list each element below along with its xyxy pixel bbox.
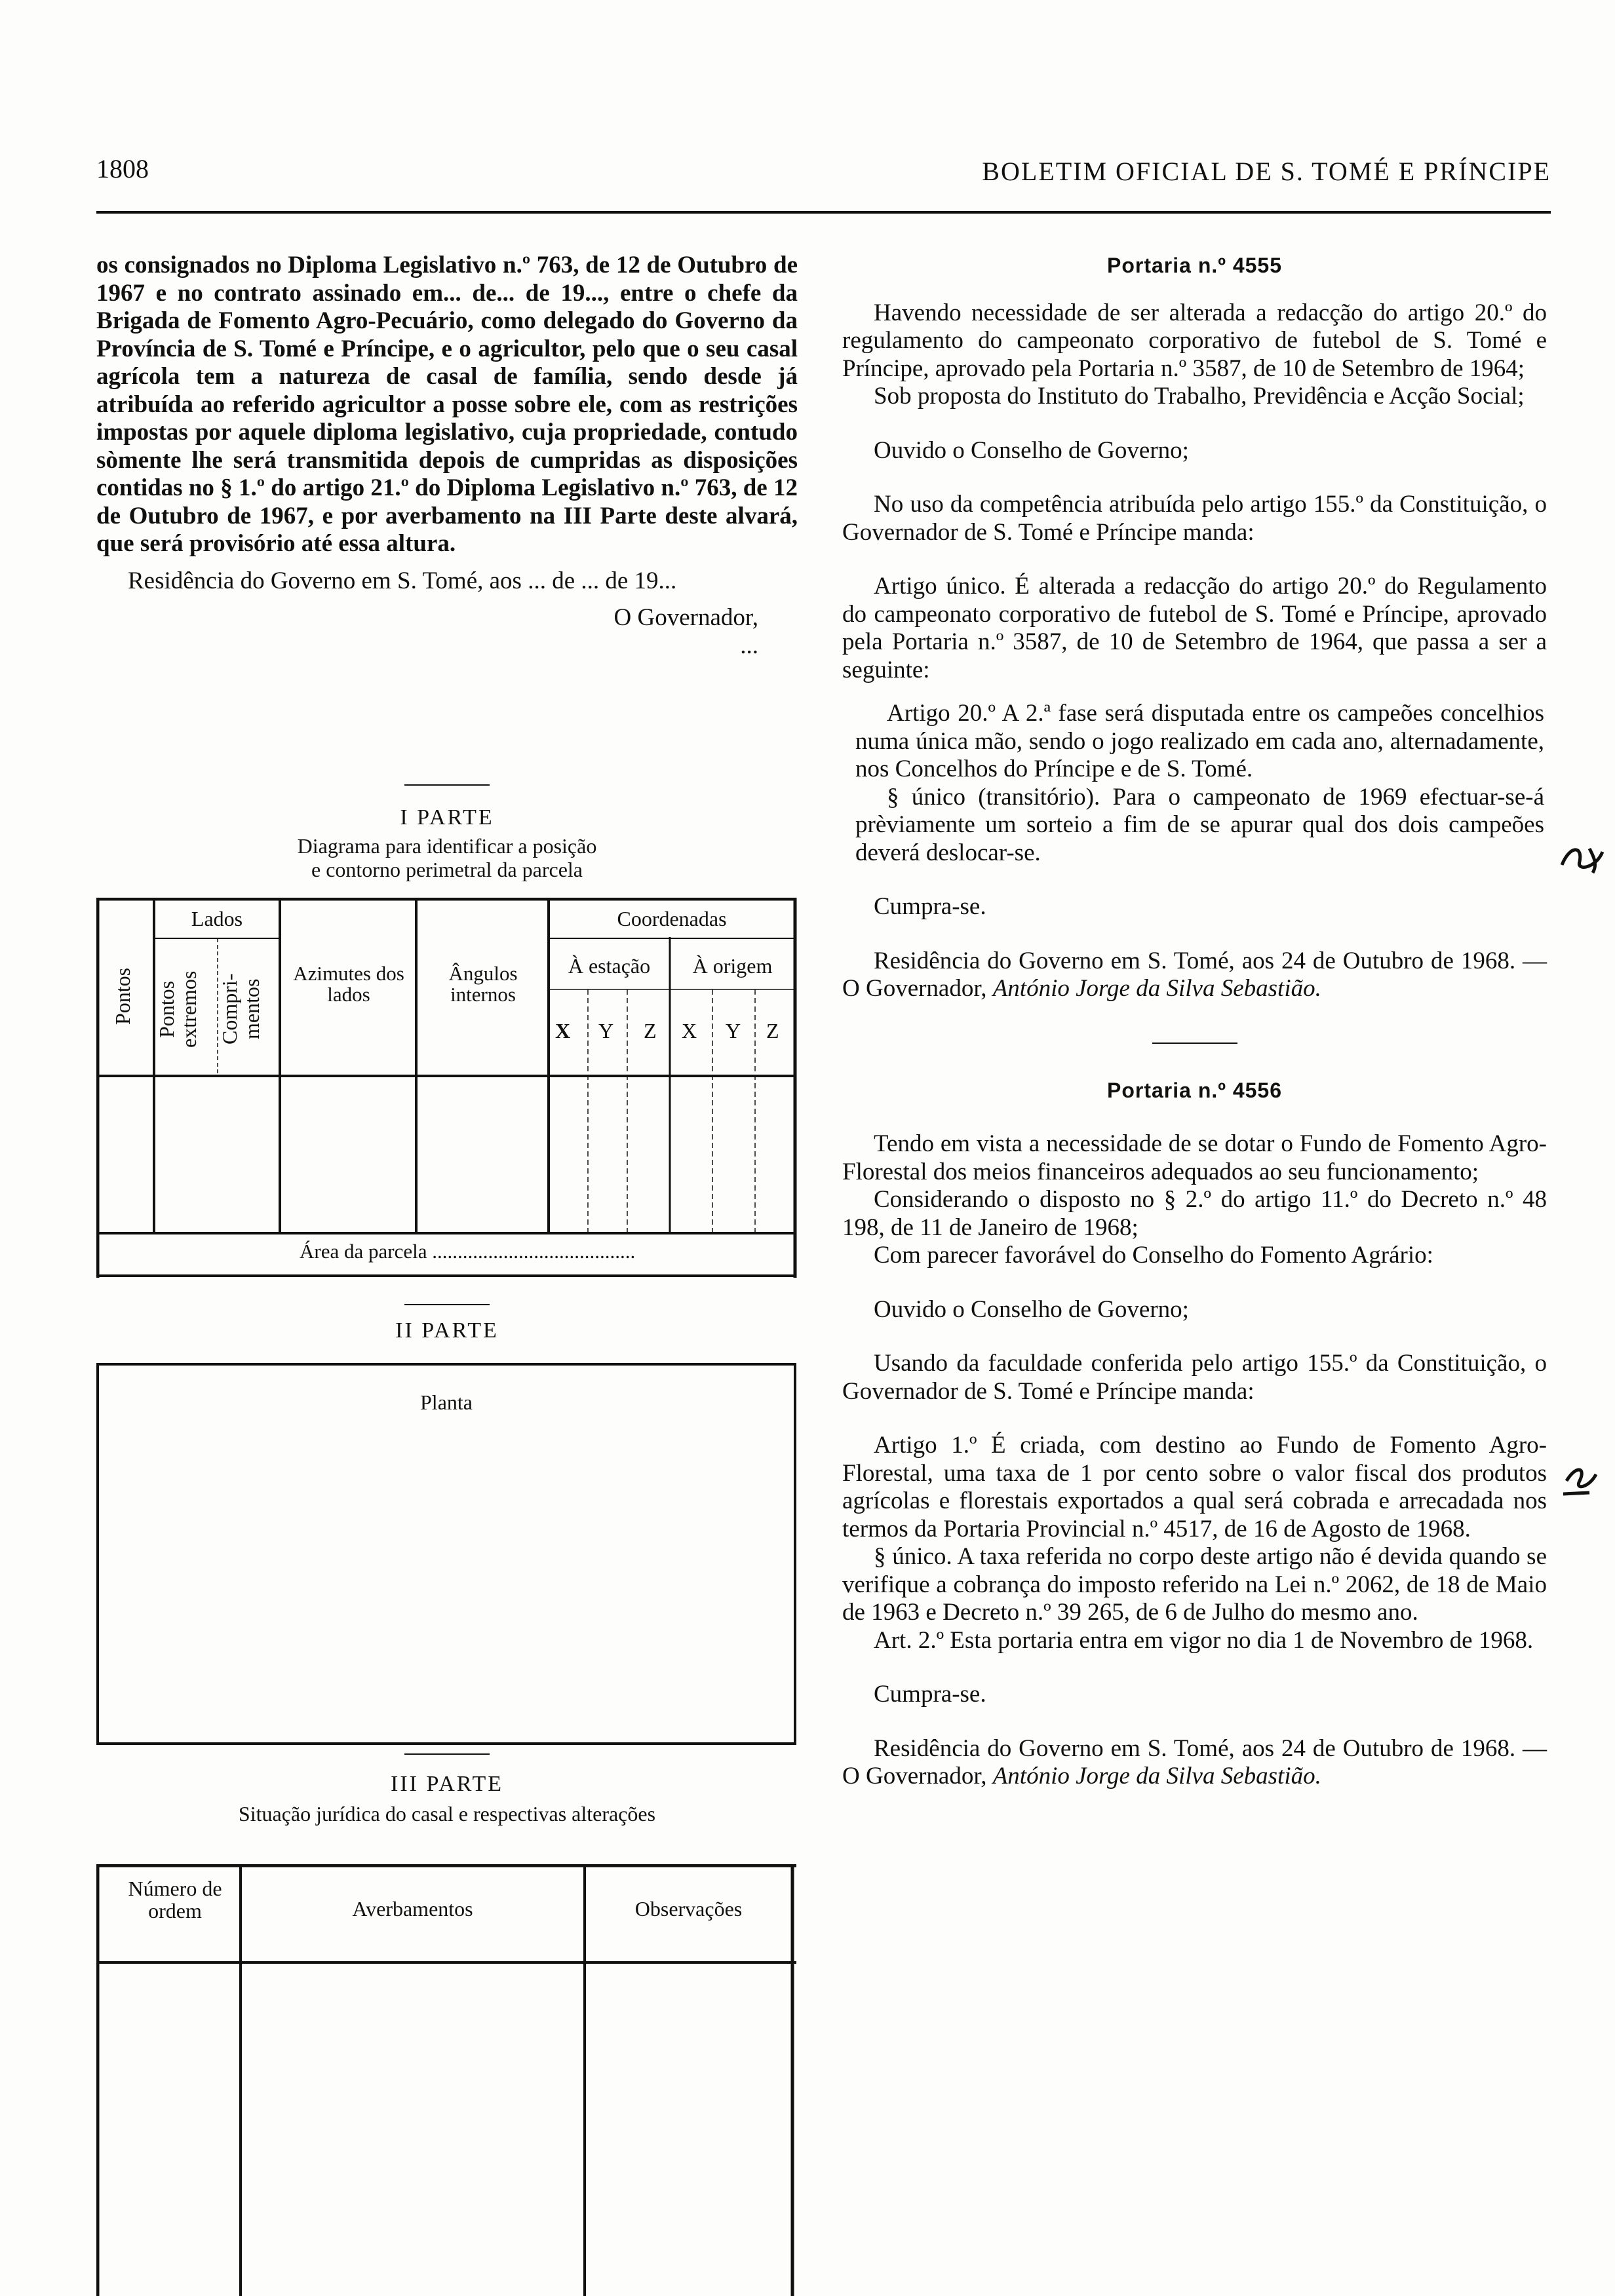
col-pontos-extremos: Pontos extremos [155, 970, 201, 1048]
col-lados: Lados [191, 907, 243, 930]
left-paragraph-2: Residência do Governo em S. Tomé, aos ... de ... de 19... [128, 567, 677, 594]
portaria-4555-paragrafo-unico: § único (transitório). Para o campeonato de 1969 efectuar-se-á prèviamente um sorteio a fim de se apurar qual dos dois campeões deverá deslocar-se. [855, 783, 1544, 866]
left-dots: ... [740, 632, 758, 659]
part1-heading [96, 784, 798, 881]
portaria-4556-p5: Usando da faculdade conferida pelo artigo 155.º da Constituição, o Governador de S. Tomé e Príncipe manda: [842, 1350, 1547, 1405]
col-a-origem: À origem [692, 954, 773, 978]
portaria-4556-signer: António Jorge da Silva Sebastião. [992, 1763, 1321, 1789]
portaria-4555-p2: Sob proposta do Instituto do Trabalho, Previdência e Acção Social; [874, 383, 1525, 410]
margin-mark-2 [1560, 1461, 1606, 1504]
part2-planta-box [96, 1363, 796, 1745]
planta-label: Planta [420, 1390, 473, 1414]
col-x-estacao: X [555, 1019, 571, 1043]
portaria-4556-artigo-1: Artigo 1.º É criada, com destino ao Fundo de Fomento Agro-Florestal, uma taxa de 1 por cento sobre o valor fiscal dos produtos agrícolas e florestais exportados a qual será cobrada e arrecadada nos termos da Portaria Provincial n.º 4517, de 16 de Agosto de 1968. [842, 1432, 1547, 1542]
col-coordenadas: Coordenadas [617, 907, 727, 930]
part2-heading [96, 1304, 798, 1343]
part3-heading [96, 1753, 798, 1826]
portaria-4555-artigo-unico: Artigo único. É alterada a redacção do artigo 20.º do Regulamento do campeonato corporativo de futebol de S. Tomé e Príncipe, aprovado pela Portaria n.º 3587, de 10 de Setembro de 1964, que passa a ser a seguinte: [842, 573, 1547, 683]
part3-table [96, 1864, 798, 2296]
portaria-4555-signer: António Jorge da Silva Sebastião. [992, 975, 1321, 1002]
portaria-4555-cumpra: Cumpra-se. [874, 893, 986, 920]
portaria-4555-quote [842, 700, 1547, 867]
col-y-estacao: Y [598, 1019, 614, 1043]
left-paragraph-1: os consignados no Diploma Legislativo n.º 763, de 12 de Outubro de 1967 e no contrato assinado em... de... de 19..., entre o chefe da Brigada de Fomento Agro-Pecuário, como delegado do Governo da Província de S. Tomé e Príncipe, e o agricultor, pelo que o seu casal agrícola tem a natureza de casal de família, sendo desde já atribuída ao referido agricultor a posse sobre ele, com as restrições impostas por aquele diploma legislativo, cuja propriedade, contudo sòmente lhe será transmitida depois de cumpridas as disposições contidas no § 1.º do artigo 21.º do Diploma Legislativo n.º 763, de 12 de Outubro de 1967, e por averbamento na III Parte deste alvará, que será provisório até essa altura. [96, 252, 798, 557]
page-number: 1808 [96, 154, 149, 183]
col-angulos: Ângulos internos [448, 962, 518, 1006]
part3-title: III PARTE [391, 1772, 503, 1796]
part1-table [96, 898, 798, 1278]
part3-subtitle: Situação jurídica do casal e respectivas alterações [238, 1802, 656, 1826]
col-x-origem: X [682, 1019, 697, 1043]
portaria-4556-p4: Ouvido o Conselho de Governo; [874, 1295, 1189, 1323]
portaria-4556-p1: Tendo em vista a necessidade de se dotar o Fundo de Fomento Agro-Florestal dos meios financeiros adequados ao seu funcionamento; [842, 1130, 1547, 1185]
part3-table-grid [96, 1864, 798, 2296]
portaria-4556-paragrafo-unico: § único. A taxa referida no corpo deste artigo não é devida quando se verifique a cobrança do imposto referido na Lei n.º 2062, de 18 de Maio de 1963 e Decreto n.º 39 265, de 6 de Julho do mesmo ano. [842, 1543, 1547, 1626]
portaria-4556-residencia-text: Residência do Governo em S. Tomé, aos 24 de Outubro de 1968. — O Governador, [842, 1734, 1547, 1789]
portaria-4555-p1: Havendo necessidade de ser alterada a redacção do artigo 20.º do regulamento do campeonato corporativo de futebol de S. Tomé e Príncipe, aprovado pela Portaria n.º 3587, de 10 de Setembro de 1964; [842, 299, 1547, 382]
handwritten-mark-icon [1557, 839, 1609, 878]
handwritten-mark-icon [1560, 1461, 1606, 1501]
col-averbamentos: Averbamentos [352, 1897, 473, 1921]
part2-title: II PARTE [395, 1318, 499, 1343]
part1-subtitle-2: e contorno perimetral da parcela [311, 858, 583, 881]
part1-title: I PARTE [400, 805, 494, 830]
portaria-4556-p3: Com parecer favorável do Conselho do Fomento Agrário: [874, 1242, 1433, 1269]
col-pontos: Pontos [111, 967, 134, 1025]
portaria-4555-p4: No uso da competência atribuída pelo artigo 155.º da Constituição, o Governador de S. Tomé e Príncipe manda: [842, 491, 1547, 546]
col-z-origem: Z [766, 1019, 779, 1043]
margin-mark-1 [1557, 839, 1609, 887]
portaria-4556-title: Portaria n.º 4556 [1106, 1078, 1283, 1102]
right-column [842, 252, 1547, 1791]
publication-title: BOLETIM OFICIAL DE S. TOMÉ E PRÍNCIPE [982, 157, 1551, 186]
portaria-4555-residencia-text: Residência do Governo em S. Tomé, aos 24 de Outubro de 1968. — O Governador, [842, 947, 1547, 1002]
portaria-4555-title: Portaria n.º 4555 [1106, 254, 1283, 277]
left-signature: O Governador, [613, 604, 758, 631]
col-a-estacao: À estação [568, 954, 651, 978]
col-z-estacao: Z [644, 1019, 657, 1043]
portaria-4556-residencia [842, 1735, 1547, 1791]
area-parcela: Área da parcela ........................................ [300, 1240, 636, 1263]
portaria-4555-artigo-20: Artigo 20.º A 2.ª fase será disputada entre os campeões concelhios numa única mão, sendo o jogo realizado em cada ano, alternadamente, nos Concelhos do Príncipe e de S. Tomé. [855, 700, 1544, 782]
portaria-4555-p3: Ouvido o Conselho de Governo; [874, 436, 1189, 464]
col-azimutes: Azimutes dos lados [293, 962, 404, 1006]
portaria-4556-cumpra: Cumpra-se. [874, 1681, 986, 1708]
portaria-4556-p2: Considerando o disposto no § 2.º do artigo 11.º do Decreto n.º 48 198, de 11 de Janeiro de 1968; [842, 1186, 1547, 1241]
portaria-4556-artigo-2: Art. 2.º Esta portaria entra em vigor no dia 1 de Novembro de 1968. [874, 1626, 1534, 1654]
col-y-origem: Y [726, 1019, 741, 1043]
left-column [96, 252, 798, 660]
col-comprimentos: Compri-mentos [218, 973, 263, 1045]
header-rule [96, 211, 1551, 214]
portaria-4555-residencia [842, 947, 1547, 1003]
col-observacoes: Observações [634, 1897, 743, 1921]
part1-subtitle-1: Diagrama para identificar a posição [297, 834, 597, 858]
col-numero-de-ordem: Número de ordem [128, 1877, 222, 1923]
